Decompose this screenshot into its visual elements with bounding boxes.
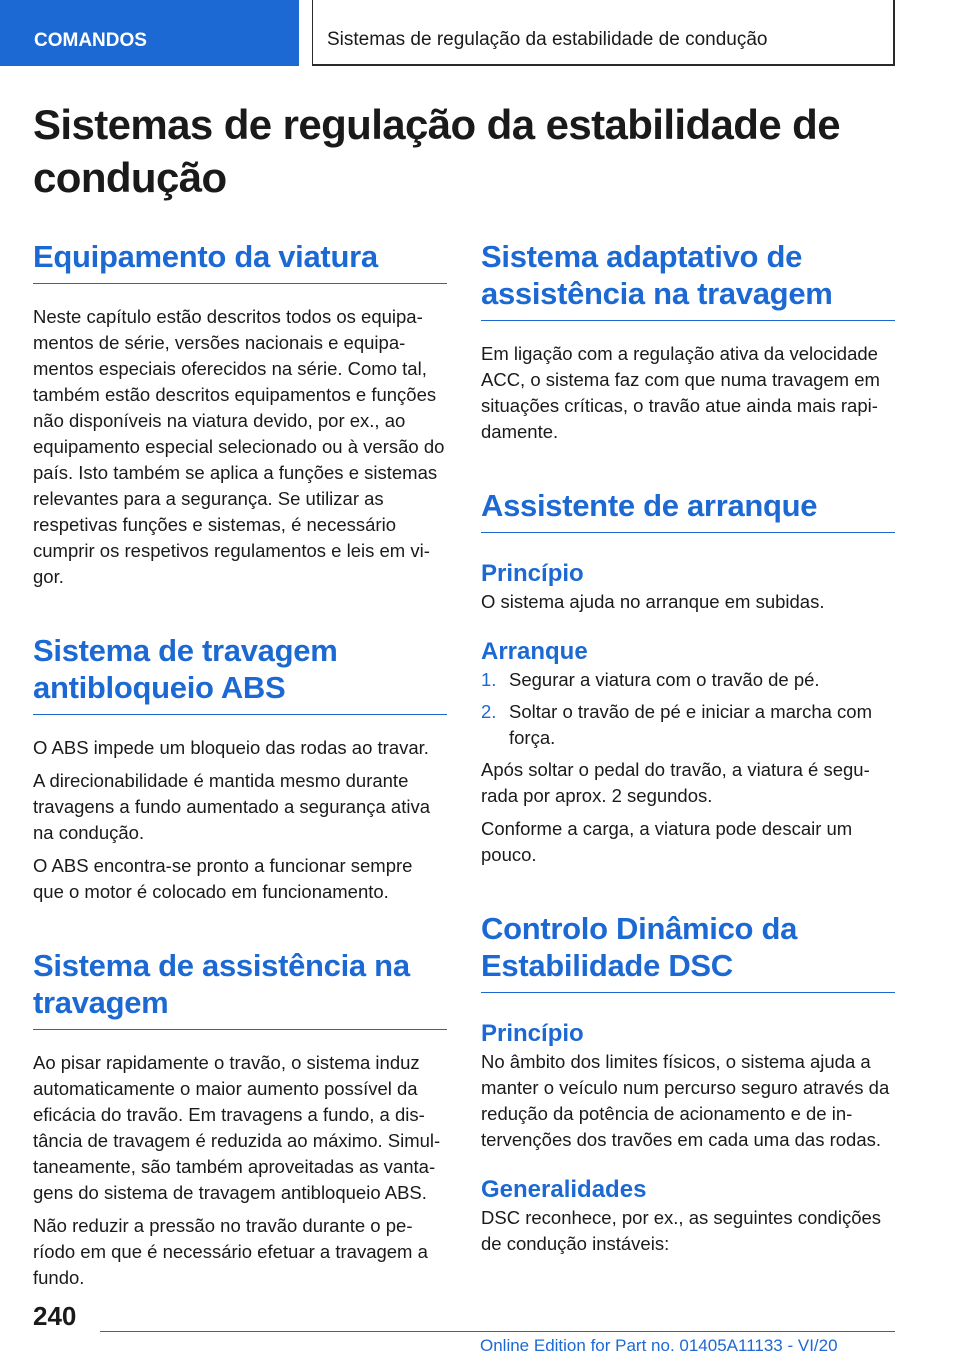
brake-assist-paragraph-1: Ao pisar rapidamente o travão, o sistema induz automaticamente o maior aumento possível da eficácia do travão. Em travagens a fundo, a distância de travagem é reduzida ao máximo. Simultaneamente, são também aproveitadas as vantagens do sistema de travagem antibloqueio ABS. [33, 1052, 441, 1203]
list-item [481, 699, 895, 751]
footer-divider [100, 1331, 895, 1332]
step-number: 2. [481, 701, 497, 722]
abs-paragraph-2: A direcionabilidade é mantida mesmo durante travagens a fundo aumentado a segurança ativa na condução. [33, 770, 431, 843]
page-title: Sistemas de regulação da estabilidade de condução [33, 101, 840, 201]
subheading-principle-dsc: Princípio [481, 1020, 584, 1047]
subheading-principle: Princípio [481, 560, 584, 587]
section-heading-brake-assist: Sistema de assistência na travagem [33, 947, 447, 1030]
footer-edition: Online Edition for Part no. 01405A11133 - VI/20 [480, 1336, 838, 1355]
section-heading-equipment: Equipamento da viatura [33, 238, 447, 284]
step-text: Soltar o travão de pé e iniciar a marcha com força. [509, 701, 872, 748]
equipment-paragraph: Neste capítulo estão descritos todos os equipamentos de série, versões nacionais e equipamentos especiais oferecidos na série. Como tal, também estão descritos equipamentos e funções não disponíveis na viatura devido, por ex., ao equipamento especial selecionado ou à versão do país. Isto também se aplica a funções e sistemas relevantes para a segurança. Se utilizar as respetivas funções e sistemas, é necessário cumprir os respetivos regulamentos e leis em vigor. [33, 306, 445, 587]
section-tab: COMANDOS [0, 0, 299, 66]
brake-assist-paragraph-2: Não reduzir a pressão no travão durante o período em que é necessário efetuar a travagem a fundo. [33, 1215, 428, 1288]
subheading-start: Arranque [481, 638, 588, 665]
hill-start-principle-text: O sistema ajuda no arranque em subidas. [481, 591, 825, 612]
chapter-header: Sistemas de regulação da estabilidade de condução [312, 0, 895, 66]
dsc-principle-text: No âmbito dos limites físicos, o sistema ajuda a manter o veículo num percurso seguro através da redução da potência de acionamento e de intervenções dos travões em cada uma das rodas. [481, 1051, 890, 1150]
abs-paragraph-1: O ABS impede um bloqueio das rodas ao travar. [33, 737, 429, 758]
step-number: 1. [481, 669, 497, 690]
hill-start-paragraph-2: Conforme a carga, a viatura pode descair um pouco. [481, 818, 853, 865]
list-item [481, 667, 895, 693]
section-heading-adaptive-brake-assist: Sistema adaptativo de assistência na travagem [481, 238, 895, 321]
step-text: Segurar a viatura com o travão de pé. [509, 669, 820, 690]
section-heading-abs: Sistema de travagem antibloqueio ABS [33, 632, 447, 715]
adaptive-brake-assist-paragraph: Em ligação com a regulação ativa da velocidade ACC, o sistema faz com que numa travagem em situações críticas, o travão atue ainda mais rapidamente. [481, 343, 880, 442]
right-column [481, 238, 895, 1257]
hill-start-paragraph-1: Após soltar o pedal do travão, a viatura é segurada por aprox. 2 segundos. [481, 759, 870, 806]
start-steps-list [481, 667, 895, 751]
page-number: 240 [33, 1301, 77, 1331]
left-column [33, 238, 447, 1291]
subheading-general: Generalidades [481, 1176, 647, 1203]
section-heading-hill-start-assist: Assistente de arranque [481, 487, 895, 533]
section-heading-dsc: Controlo Dinâmico da Estabilidade DSC [481, 910, 895, 993]
abs-paragraph-3: O ABS encontra-se pronto a funcionar sempre que o motor é colocado em funcionamento. [33, 855, 413, 902]
dsc-general-text: DSC reconhece, por ex., as seguintes condições de condução instáveis: [481, 1207, 882, 1254]
